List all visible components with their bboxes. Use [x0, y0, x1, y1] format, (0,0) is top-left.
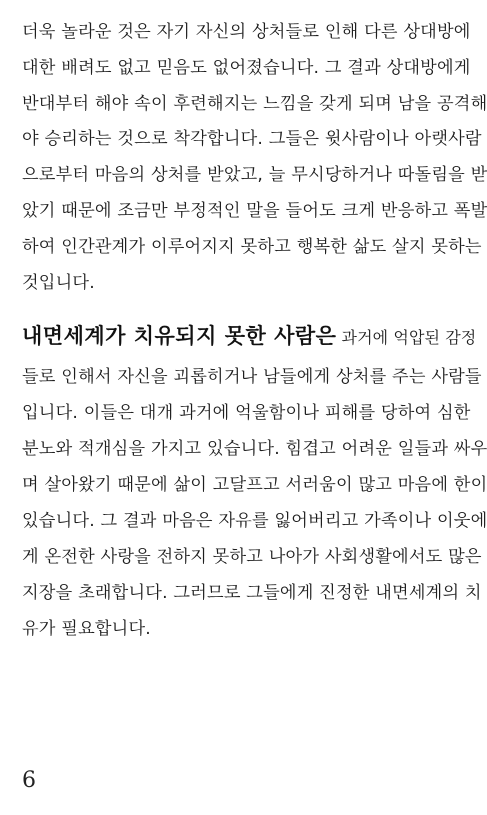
paragraph-2-line-8: 지장을 초래합니다. 그러므로 그들에게 진정한 내면세계의 치 [22, 583, 482, 603]
paragraph-2-first-line [22, 316, 477, 356]
paragraph-1-line-5: 으로부터 마음의 상처를 받았고, 늘 무시당하거나 따돌림을 받 [22, 165, 487, 185]
paragraph-1-line-2: 대한 배려도 없고 믿음도 없어졌습니다. 그 결과 상대방에게 [22, 58, 471, 78]
paragraph-1-line-1: 더욱 놀라운 것은 자기 자신의 상처들로 인해 다른 상대방에 [22, 22, 471, 42]
paragraph-1-line-4: 야 승리하는 것으로 착각합니다. 그들은 윗사람이나 아랫사람 [22, 129, 482, 149]
paragraph-2-line-4: 분노와 적개심을 가지고 있습니다. 힘겹고 어려운 일들과 싸우 [22, 439, 487, 459]
page-number: 6 [22, 768, 36, 793]
paragraph-1-line-8: 것입니다. [22, 273, 95, 293]
section-heading: 내면세계가 치유되지 못한 사람은 [22, 324, 337, 348]
paragraph-2-line-3: 입니다. 이들은 대개 과거에 억울함이나 피해를 당하여 심한 [22, 403, 471, 423]
section-heading-continuation: 과거에 억압된 감정 [341, 328, 477, 347]
paragraph-2-line-7: 게 온전한 사랑을 전하지 못하고 나아가 사회생활에서도 많은 [22, 547, 482, 567]
paragraph-2-line-2: 들로 인해서 자신을 괴롭히거나 남들에게 상처를 주는 사람들 [22, 367, 482, 387]
paragraph-2-line-9: 유가 필요합니다. [22, 619, 151, 639]
paragraph-1-line-3: 반대부터 해야 속이 후련해지는 느낌을 갖게 되며 남을 공격해 [22, 94, 487, 114]
paragraph-1-line-6: 았기 때문에 조금만 부정적인 말을 들어도 크게 반응하고 폭발 [22, 201, 487, 221]
paragraph-2-line-6: 있습니다. 그 결과 마음은 자유를 잃어버리고 가족이나 이웃에 [22, 511, 487, 531]
paragraph-1-line-7: 하여 인간관계가 이루어지지 못하고 행복한 삶도 살지 못하는 [22, 237, 482, 257]
paragraph-2-line-5: 며 살아왔기 때문에 삶이 고달프고 서러움이 많고 마음에 한이 [22, 475, 487, 495]
